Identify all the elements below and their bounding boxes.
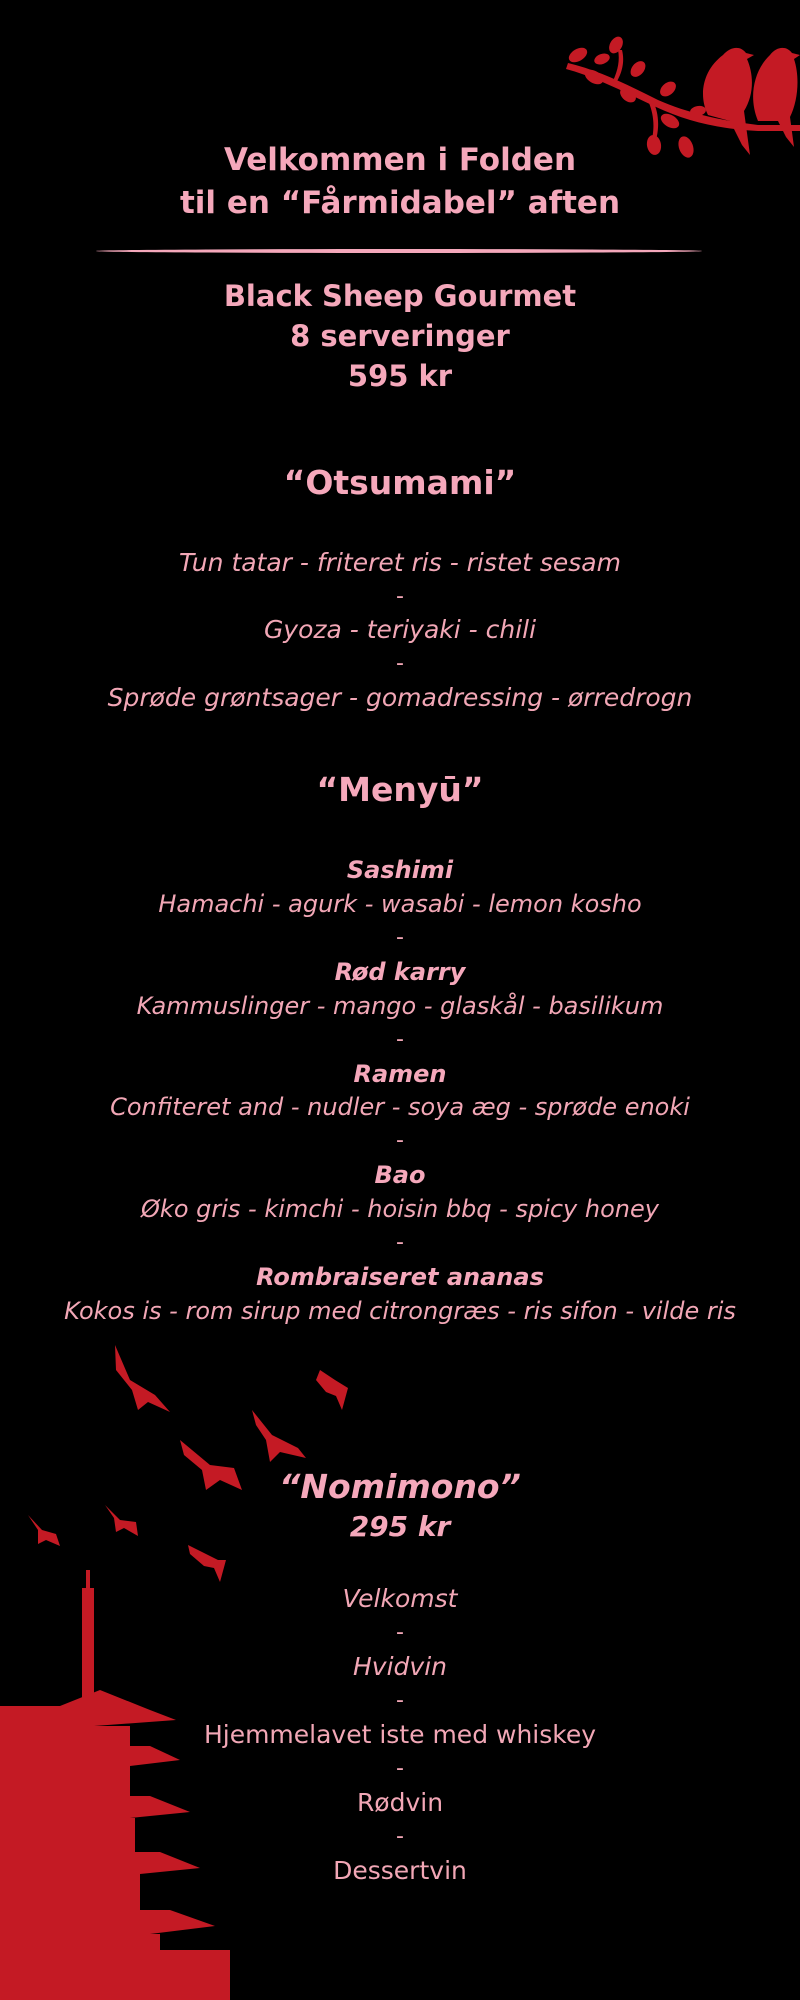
separator: - bbox=[396, 925, 404, 950]
drink-dessertvin: Dessertvin bbox=[333, 1856, 467, 1885]
separator: - bbox=[396, 1128, 404, 1153]
drink-hvidvin: Hvidvin bbox=[353, 1652, 447, 1681]
separator: - bbox=[396, 1756, 404, 1781]
separator: - bbox=[396, 1027, 404, 1052]
dish-name-sashimi: Sashimi bbox=[346, 856, 454, 884]
separator: - bbox=[396, 1620, 404, 1645]
menu-price: 595 kr bbox=[347, 359, 453, 393]
menu-name: Black Sheep Gourmet bbox=[223, 279, 577, 313]
separator: - bbox=[396, 1230, 404, 1255]
pagoda-icon bbox=[0, 1570, 240, 2000]
otsumami-item-1: Tun tatar - friteret ris - ristet sesam bbox=[179, 548, 621, 577]
dish-desc-rod-karry: Kammuslinger - mango - glaskål - basilikum bbox=[136, 992, 664, 1020]
separator: - bbox=[396, 584, 404, 609]
separator: - bbox=[396, 1688, 404, 1713]
dish-desc-rombraiseret-ananas: Kokos is - rom sirup med citrongræs - ris sifon - vilde ris bbox=[64, 1297, 736, 1325]
otsumami-item-3: Sprøde grøntsager - gomadressing - ørredrogn bbox=[107, 683, 693, 712]
dish-name-bao: Bao bbox=[374, 1161, 426, 1189]
nomimono-price: 295 kr bbox=[349, 1510, 451, 1543]
servings-count: 8 serveringer bbox=[290, 319, 510, 353]
drink-rodvin: Rødvin bbox=[356, 1788, 444, 1817]
separator: - bbox=[396, 651, 404, 676]
otsumami-title: “Otsumami” bbox=[283, 463, 517, 502]
dish-desc-sashimi: Hamachi - agurk - wasabi - lemon kosho bbox=[158, 890, 642, 918]
dish-desc-bao: Øko gris - kimchi - hoisin bbq - spicy honey bbox=[141, 1195, 659, 1223]
menyu-title: “Menyū” bbox=[316, 770, 484, 809]
header-divider bbox=[96, 249, 702, 253]
nomimono-title: “Nomimono” bbox=[279, 1467, 521, 1506]
dish-name-rod-karry: Rød karry bbox=[334, 958, 466, 986]
welcome-line-2: til en “Fårmidabel” aften bbox=[179, 185, 621, 221]
welcome-line-1: Velkommen i Folden bbox=[223, 142, 577, 178]
drink-iste: Hjemmelavet iste med whiskey bbox=[203, 1720, 597, 1749]
drink-velkomst: Velkomst bbox=[342, 1584, 458, 1613]
dish-desc-ramen: Confiteret and - nudler - soya æg - sprøde enoki bbox=[110, 1093, 690, 1121]
dish-name-rombraiseret-ananas: Rombraiseret ananas bbox=[256, 1263, 544, 1291]
otsumami-item-2: Gyoza - teriyaki - chili bbox=[263, 615, 537, 644]
separator: - bbox=[396, 1824, 404, 1849]
dish-name-ramen: Ramen bbox=[353, 1060, 447, 1088]
